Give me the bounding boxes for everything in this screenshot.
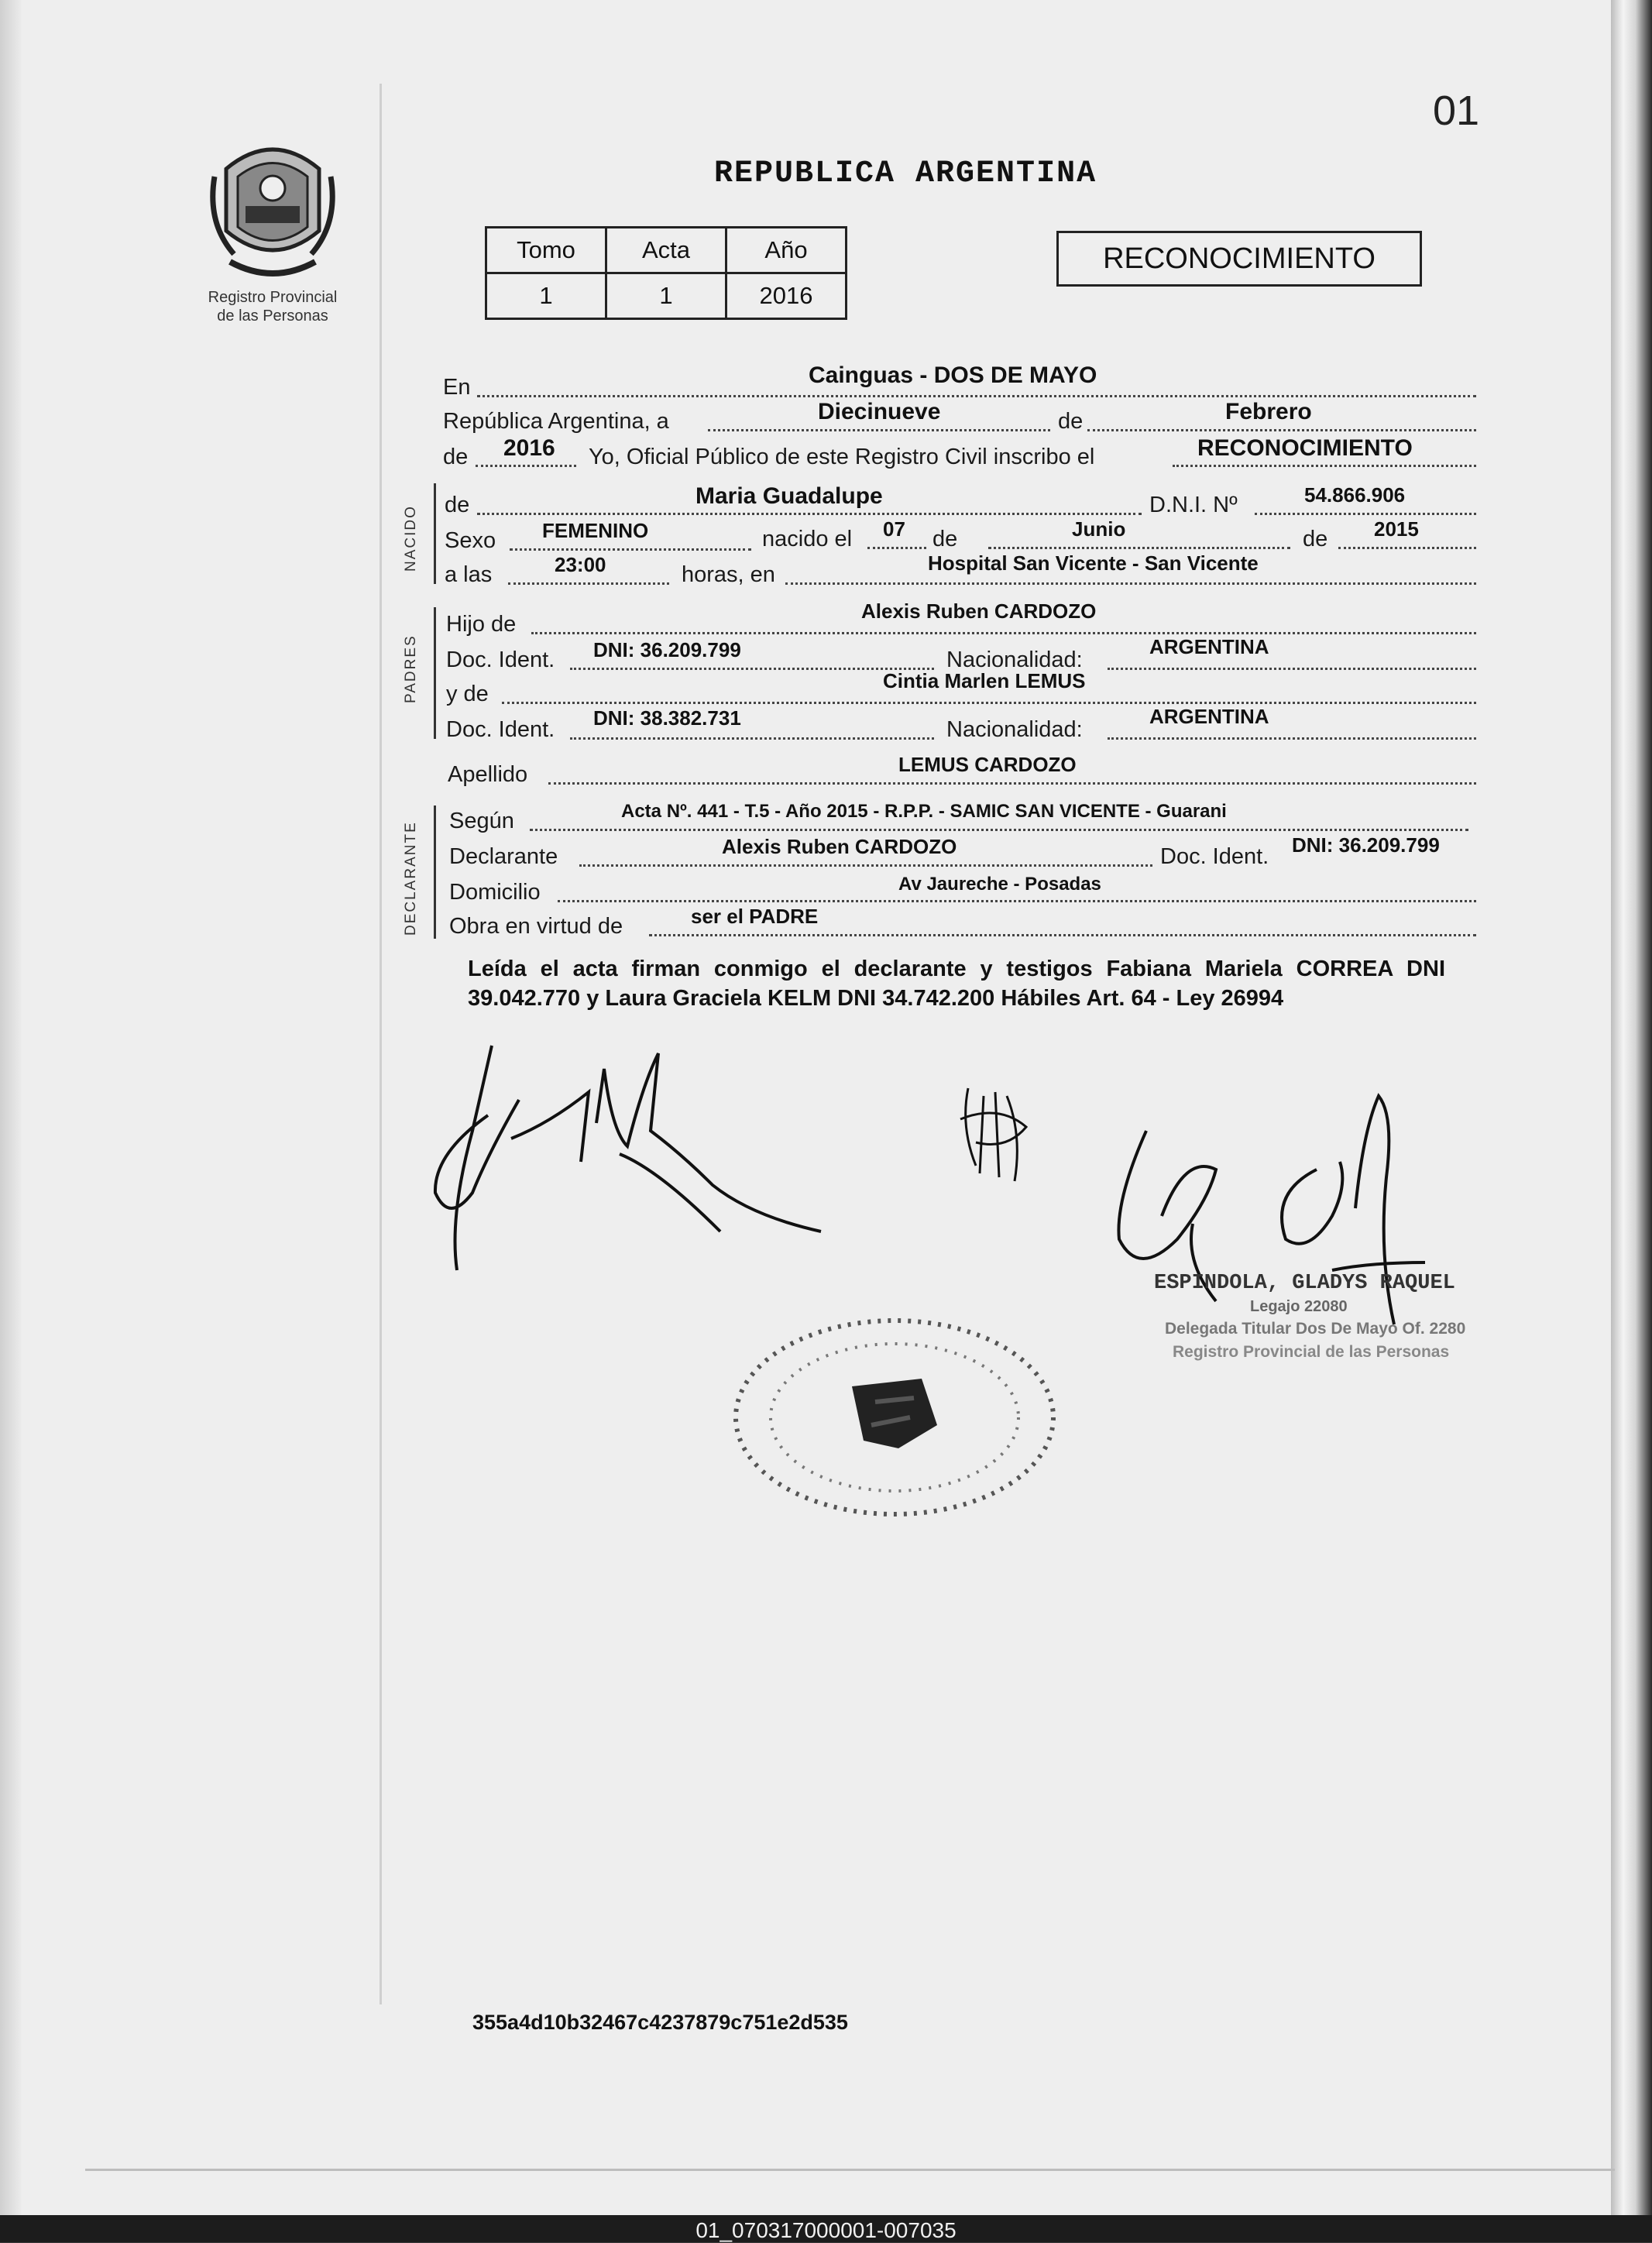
act-type-line: [1173, 465, 1476, 467]
father-nationality-label: Nacionalidad:: [946, 647, 1083, 672]
nacido-bracket: [434, 483, 436, 584]
birth-place-value: Hospital San Vicente - San Vicente: [928, 551, 1259, 575]
day-value: Diecinueve: [818, 399, 941, 424]
padres-bracket: [434, 607, 436, 739]
sex-value: FEMENINO: [542, 519, 649, 542]
address-value: Av Jaureche - Posadas: [898, 874, 1101, 895]
father-nationality-value: ARGENTINA: [1149, 635, 1269, 658]
country-title: REPUBLICA ARGENTINA: [714, 156, 1097, 191]
mother-doc-value: DNI: 38.382.731: [593, 706, 741, 730]
sex-line: [510, 548, 751, 551]
table-header-tomo: Tomo: [486, 228, 606, 273]
table-value-acta: 1: [606, 273, 726, 319]
declarante-doc-value: DNI: 36.209.799: [1292, 833, 1440, 857]
table-header-anio: Año: [726, 228, 847, 273]
year-line: [476, 465, 576, 467]
official-stamp-legajo: Legajo 22080: [1250, 1298, 1348, 1315]
declarante-name-line: [579, 864, 1152, 867]
obra-line: [649, 934, 1476, 936]
birth-day-value: 07: [883, 517, 905, 541]
sexo-label: Sexo: [445, 528, 496, 553]
nacido-section-label: NACIDO: [403, 505, 419, 572]
page-right-edge: [1611, 0, 1652, 2215]
father-doc-label: Doc. Ident.: [446, 647, 555, 672]
child-name-value: Maria Guadalupe: [695, 483, 883, 509]
official-signature: [1100, 1084, 1503, 1332]
table-value-tomo: 1: [486, 273, 606, 319]
witness-signature: [953, 1080, 1038, 1189]
de-label: de: [1058, 409, 1084, 434]
mother-nationality-line: [1108, 737, 1476, 740]
father-doc-line: [570, 668, 934, 670]
de-year-label: de: [443, 445, 469, 469]
month-value: Febrero: [1225, 399, 1312, 424]
hijo-de-label: Hijo de: [446, 612, 517, 637]
place-value: Cainguas - DOS DE MAYO: [809, 362, 1097, 388]
domicilio-label: Domicilio: [449, 880, 541, 905]
declarant-signature: [426, 1038, 829, 1286]
year-value: 2016: [503, 435, 555, 461]
province-seal-icon: [203, 138, 342, 285]
dni-label: D.N.I. Nº: [1149, 493, 1238, 517]
segun-label: Según: [449, 809, 514, 833]
mother-name-line: [502, 702, 1476, 704]
closing-statement: Leída el acta firman conmigo el declarante y testigos Fabiana Mariela CORREA DNI 39.042.770 y Laura Graciela KELM DNI 34.742.200 Hábiles Art. 64 - Ley 26994: [468, 957, 1445, 1011]
y-de-label: y de: [446, 682, 489, 706]
en-label: En: [443, 375, 471, 400]
segun-value: Acta Nº. 441 - T.5 - Año 2015 - R.P.P. - SAMIC SAN VICENTE - Guarani: [621, 801, 1227, 822]
child-dni-value: 54.866.906: [1304, 483, 1406, 507]
declarante-name-value: Alexis Ruben CARDOZO: [722, 835, 957, 858]
mother-doc-line: [570, 737, 934, 740]
declarante-doc-label: Doc. Ident.: [1160, 844, 1269, 869]
declarante-label: Declarante: [449, 844, 558, 869]
obra-value: ser el PADRE: [691, 905, 819, 928]
page-bottom-line: [85, 2169, 1615, 2171]
horas-en-label: horas, en: [682, 562, 775, 587]
child-name-line: [477, 513, 1142, 515]
padres-section-label: PADRES: [403, 634, 419, 703]
sheet-number: 01: [1433, 88, 1480, 134]
nacido-el-label: nacido el: [762, 527, 853, 551]
surname-value: LEMUS CARDOZO: [898, 753, 1077, 776]
mother-nationality-label: Nacionalidad:: [946, 717, 1083, 742]
time-value: 23:00: [555, 553, 606, 576]
birth-de-label: de: [932, 527, 958, 551]
mother-doc-label: Doc. Ident.: [446, 717, 555, 742]
official-stamp-name: ESPINDOLA, GLADYS RAQUEL: [1154, 1272, 1455, 1295]
mother-name-value: Cintia Marlen LEMUS: [883, 669, 1086, 692]
month-line: [1087, 429, 1476, 431]
footer-file-id: 01_070317000001-007035: [695, 2218, 957, 2242]
registry-name: [180, 288, 366, 325]
birth-month-line: [988, 547, 1290, 549]
father-doc-value: DNI: 36.209.799: [593, 638, 741, 661]
birth-place-line: [785, 582, 1476, 585]
father-nationality-line: [1108, 668, 1476, 670]
time-line: [508, 582, 669, 585]
inscribo-text: Yo, Oficial Público de este Registro Civil inscribo el: [589, 445, 1095, 469]
registry-round-seal: [720, 1301, 1069, 1534]
declarante-bracket: [434, 805, 436, 939]
record-reference-table: [485, 226, 847, 320]
child-dni-line: [1255, 513, 1476, 515]
table-value-anio: 2016: [726, 273, 847, 319]
registry-name-line2: de las Personas: [217, 307, 328, 325]
father-name-value: Alexis Ruben CARDOZO: [861, 599, 1097, 623]
father-name-line: [531, 632, 1476, 634]
act-type-value: RECONOCIMIENTO: [1197, 435, 1413, 461]
declarante-section-label: DECLARANTE: [403, 821, 419, 936]
table-header-acta: Acta: [606, 228, 726, 273]
birth-de2-label: de: [1303, 527, 1328, 551]
official-stamp-registry: Registro Provincial de las Personas: [1173, 1343, 1450, 1361]
mother-nationality-value: ARGENTINA: [1149, 705, 1269, 728]
republica-label: República Argentina, a: [443, 409, 669, 434]
nacido-de-label: de: [445, 493, 470, 517]
en-line: [477, 395, 1476, 397]
birth-month-value: Junio: [1072, 517, 1126, 541]
document-hash: 355a4d10b32467c4237879c751e2d535: [472, 2011, 848, 2034]
segun-line: [530, 829, 1468, 831]
birth-year-value: 2015: [1374, 517, 1419, 541]
birth-year-line: [1338, 547, 1476, 549]
margin-line: [380, 84, 382, 2004]
address-line: [558, 900, 1476, 902]
obra-label: Obra en virtud de: [449, 914, 623, 939]
birth-day-line: [867, 547, 926, 549]
apellido-label: Apellido: [448, 762, 528, 787]
registry-name-line1: Registro Provincial: [208, 289, 338, 306]
page-left-edge: [0, 0, 22, 2215]
record-type-box: RECONOCIMIENTO: [1056, 231, 1422, 287]
day-line: [708, 429, 1050, 431]
surname-line: [548, 782, 1476, 785]
official-stamp-role: Delegada Titular Dos De Mayo Of. 2280: [1165, 1320, 1466, 1338]
a-las-label: a las: [445, 562, 493, 587]
